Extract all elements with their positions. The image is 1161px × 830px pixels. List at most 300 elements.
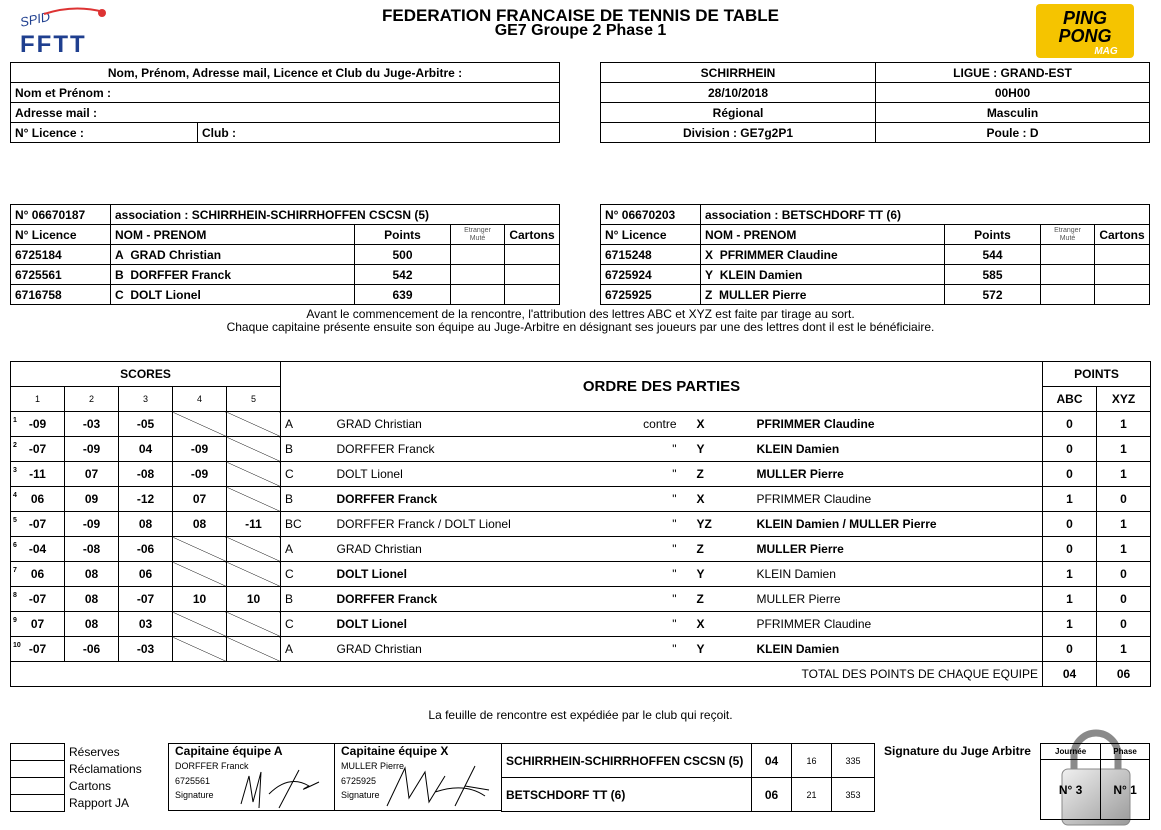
player-b: MULLER Pierre [753,587,1030,612]
draw-note [0,308,1161,334]
letter-b: YZ [693,512,753,537]
game-number: 5 [13,517,17,524]
set-score: 04 [119,437,173,462]
player-points: 585 [945,265,1041,285]
spacer [1030,462,1043,487]
order-header: ORDRE DES PARTIES [281,362,1043,412]
set-score [11,562,65,587]
result-b-sets: 21 [792,778,832,812]
judge-table [10,62,560,143]
player-cards [1095,245,1150,265]
set-score: -09 [65,437,119,462]
set-score: 08 [65,612,119,637]
team-b-association: association : BETSCHDORF TT (6) [701,205,1150,225]
player-licence: 6716758 [11,285,111,305]
letter-a: C [281,612,333,637]
captain-a-licence: 6725561 [175,776,211,786]
points-abc: 0 [1043,537,1097,562]
foreign-label: Etranger [464,226,491,234]
player-a: DORFFER Franck [333,487,633,512]
points-header: Points [355,225,451,245]
letter-a: A [281,637,333,662]
letter-b: Y [693,437,753,462]
player-foreign [1041,265,1095,285]
set-score [11,612,65,637]
set-number: 5 [227,387,281,412]
match-division: Division : GE7g2P1 [601,123,876,143]
judge-heading: Nom, Prénom, Adresse mail, Licence et Club du Juge-Arbitre : [11,63,560,83]
versus: " [633,487,693,512]
team-b-number: N° 06670203 [601,205,701,225]
player-name [111,285,355,305]
set-score: -12 [119,487,173,512]
player-name [701,285,945,305]
table-row [11,537,1151,562]
points-abc: 0 [1043,437,1097,462]
points-xyz: 1 [1097,537,1151,562]
set-score: -07 [119,587,173,612]
game-number: 7 [13,567,17,574]
player-foreign [451,285,505,305]
set-score: -03 [65,412,119,437]
set-score-value: -11 [29,467,46,481]
player-a: GRAD Christian [333,537,633,562]
match-time: 00H00 [876,83,1150,103]
player-a: DORFFER Franck / DOLT Lionel [333,512,633,537]
player-name [701,265,945,285]
player-cards [505,265,560,285]
captain-a-signature [239,764,329,810]
result-table [501,743,875,812]
set-score-value: -07 [28,517,47,531]
phase-label: Phase [1101,744,1150,760]
set-score: -05 [119,412,173,437]
match-level: Régional [601,103,876,123]
day-phase-table [1040,743,1150,820]
league: LIGUE : GRAND-EST [876,63,1150,83]
result-a-balls: 335 [832,744,875,778]
draw-note-line1: Avant le commencement de la rencontre, l'attribution des lettres ABC et XYZ est faite par tirage au sort. [306,307,855,321]
points-abc: 1 [1043,612,1097,637]
table-row [11,612,1151,637]
set-score-value: -07 [28,592,47,606]
player-b: PFRIMMER Claudine [753,612,1030,637]
spacer [1030,487,1043,512]
set-score: 08 [65,587,119,612]
report-box[interactable] [11,795,65,812]
set-score [11,512,65,537]
set-number: 4 [173,387,227,412]
table-row [11,587,1151,612]
result-team-b: BETSCHDORF TT (6) [502,778,752,812]
player-fullname: KLEIN Damien [719,267,803,282]
game-number: 1 [13,417,17,424]
player-a: GRAD Christian [333,637,633,662]
player-licence: 6725184 [11,245,111,265]
set-score: -09 [65,512,119,537]
set-score: -09 [173,437,227,462]
name-header: NOM - PRENOM [701,225,945,245]
result-a-points: 04 [752,744,792,778]
team-a-association: association : SCHIRRHEIN-SCHIRRHOFFEN CSCSN (5) [111,205,560,225]
player-cards [1095,265,1150,285]
points-abc: 1 [1043,587,1097,612]
transferred-label: Muté [1059,234,1076,242]
points-header: POINTS [1043,362,1151,387]
letter-b: Y [693,562,753,587]
player-name [111,245,355,265]
set-score [173,637,227,662]
table-row [601,245,1150,265]
result-b-balls: 353 [832,778,875,812]
set-score: -03 [119,637,173,662]
draw-note-line2: Chaque capitaine présente ensuite son équipe au Juge-Arbitre en désignant ses joueurs par une des lettres dont il est le bénéficiaire. [226,320,935,334]
name-header: NOM - PRENOM [111,225,355,245]
set-score-value: -04 [28,542,47,556]
points-header: Points [945,225,1041,245]
set-score [11,462,65,487]
fftt-text: FFTT [20,31,87,56]
set-score: -08 [65,537,119,562]
player-a: DORFFER Franck [333,437,633,462]
table-row [11,512,1151,537]
captains-box [168,743,502,811]
player-points: 500 [355,245,451,265]
team-b-table [600,204,1150,305]
table-row [11,437,1151,462]
day-label: Journée [1041,744,1101,760]
set-score [227,487,281,512]
letter-a: BC [281,512,333,537]
cards-label: Cartons [69,779,112,793]
player-b: KLEIN Damien [753,437,1030,462]
points-xyz: 0 [1097,562,1151,587]
set-score: 10 [173,587,227,612]
licence-header: N° Licence [601,225,701,245]
letter-b: Y [693,637,753,662]
logo-mag: MAG [1094,46,1118,57]
foreign-header [451,225,505,245]
captain-a [169,744,335,810]
versus: " [633,637,693,662]
table-row [601,285,1150,305]
scores-header: SCORES [11,362,281,387]
match-date: 28/10/2018 [601,83,876,103]
letter-a: A [281,412,333,437]
logo-ping: PING [1062,8,1108,28]
captain-x-name: MULLER Pierre [341,761,405,771]
set-score: 03 [119,612,173,637]
set-score [227,637,281,662]
day-phase-box [1040,743,1150,819]
logo-pong: PONG [1058,26,1112,46]
set-score: -06 [65,637,119,662]
judge-club-label: Club : [198,123,560,143]
spacer [1030,587,1043,612]
player-b: KLEIN Damien [753,637,1030,662]
points-xyz: 1 [1097,462,1151,487]
venue: SCHIRRHEIN [601,63,876,83]
day-value: N° 3 [1041,760,1101,820]
points-xyz: 0 [1097,612,1151,637]
player-licence: 6725561 [11,265,111,285]
player-cards [1095,285,1150,305]
set-score [11,437,65,462]
versus: " [633,537,693,562]
team-a-table [10,204,560,305]
letter-b: X [693,487,753,512]
player-b: KLEIN Damien / MULLER Pierre [753,512,1030,537]
table-row [11,487,1151,512]
federation-title: FEDERATION FRANCAISE DE TENNIS DE TABLE [382,6,779,25]
letter-a: C [281,462,333,487]
player-points: 542 [355,265,451,285]
points-abc: 1 [1043,487,1097,512]
points-xyz: 1 [1097,412,1151,437]
player-letter: Y [705,267,714,282]
points-abc: 0 [1043,512,1097,537]
player-name [701,245,945,265]
team-a-number: N° 06670187 [11,205,111,225]
set-score-value: 06 [30,492,45,506]
letter-b: X [693,612,753,637]
versus: " [633,437,693,462]
player-a: DOLT Lionel [333,612,633,637]
set-score: 08 [173,512,227,537]
letter-b: Z [693,462,753,487]
report-label: Rapport JA [69,796,130,810]
player-a: DORFFER Franck [333,587,633,612]
set-score [173,537,227,562]
player-points: 572 [945,285,1041,305]
match-gender: Masculin [876,103,1150,123]
points-xyz: 0 [1097,487,1151,512]
set-score: -11 [227,512,281,537]
player-points: 544 [945,245,1041,265]
table-row [11,265,560,285]
game-number: 4 [13,492,17,499]
set-score: -06 [119,537,173,562]
set-score: 10 [227,587,281,612]
player-fullname: DORFFER Franck [130,267,232,282]
points-xyz: 1 [1097,512,1151,537]
table-row [11,562,1151,587]
cards-box[interactable] [11,778,65,795]
points-abc: 0 [1043,412,1097,437]
versus: " [633,512,693,537]
player-b: PFRIMMER Claudine [753,412,1030,437]
game-number: 6 [13,542,17,549]
set-score [173,612,227,637]
player-letter: Z [705,287,713,302]
captain-a-label: Capitaine équipe A [175,744,283,758]
points-abc: 0 [1043,462,1097,487]
claims-box[interactable] [11,761,65,778]
result-team-a: SCHIRRHEIN-SCHIRRHOFFEN CSCSN (5) [502,744,752,778]
set-score [227,537,281,562]
competition-title: GE7 Groupe 2 Phase 1 [494,22,667,39]
set-number: 3 [119,387,173,412]
spacer [1030,537,1043,562]
cards-header: Cartons [505,225,560,245]
set-score [11,587,65,612]
letter-b: Z [693,537,753,562]
player-b: PFRIMMER Claudine [753,487,1030,512]
foreign-label: Etranger [1054,226,1081,234]
player-cards [505,245,560,265]
judge-licence-label: N° Licence : [11,123,198,143]
letter-b: Z [693,587,753,612]
table-row [11,637,1151,662]
set-score [227,437,281,462]
points-abc: 0 [1043,637,1097,662]
xyz-header: XYZ [1097,387,1151,412]
set-score-value: -07 [28,442,47,456]
set-score-value: 07 [30,617,45,631]
game-number: 2 [13,442,17,449]
claims-label: Réclamations [69,762,142,776]
judge-name-label: Nom et Prénom : [11,83,560,103]
set-score [11,637,65,662]
cards-header: Cartons [1095,225,1150,245]
footer-boxes [10,743,147,812]
set-score [227,612,281,637]
set-number: 1 [11,387,65,412]
reserves-label: Réserves [69,745,120,759]
sent-note: La feuille de rencontre est expédiée par le club qui reçoit. [428,708,733,722]
set-score [11,487,65,512]
table-row [601,265,1150,285]
player-fullname: GRAD Christian [130,247,222,262]
captain-x-label: Capitaine équipe X [341,744,449,758]
total-xyz: 06 [1097,662,1151,687]
spacer [1030,437,1043,462]
player-foreign [1041,285,1095,305]
spacer [1030,612,1043,637]
spacer [1030,512,1043,537]
letter-a: B [281,437,333,462]
player-foreign [451,245,505,265]
player-b: MULLER Pierre [753,462,1030,487]
game-number: 10 [13,642,21,649]
games-table [10,361,1151,687]
set-score: 07 [65,462,119,487]
set-score: 08 [119,512,173,537]
table-row [11,245,560,265]
player-letter: B [115,267,124,282]
letter-a: B [281,487,333,512]
set-score [11,537,65,562]
player-cards [505,285,560,305]
phase-value: N° 1 [1101,760,1150,820]
set-number: 2 [65,387,119,412]
set-score [173,562,227,587]
spid-text: SPID [18,8,52,30]
table-row [11,412,1151,437]
set-score-value: -07 [28,642,47,656]
points-xyz: 1 [1097,437,1151,462]
player-a: GRAD Christian [333,412,633,437]
licence-header: N° Licence [11,225,111,245]
abc-header: ABC [1043,387,1097,412]
captain-x [335,744,501,810]
table-row [11,285,560,305]
result-a-sets: 16 [792,744,832,778]
result-b-points: 06 [752,778,792,812]
player-fullname: PFRIMMER Claudine [719,247,838,262]
points-xyz: 0 [1097,587,1151,612]
player-points: 639 [355,285,451,305]
table-row [11,462,1151,487]
versus: " [633,587,693,612]
versus: " [633,562,693,587]
player-b: KLEIN Damien [753,562,1030,587]
player-foreign [451,265,505,285]
player-letter: A [115,247,124,262]
set-score [173,412,227,437]
set-score: 09 [65,487,119,512]
set-score: -09 [173,462,227,487]
versus: " [633,612,693,637]
set-score-value: -09 [28,417,47,431]
set-score [227,412,281,437]
judge-signature-label: Signature du Juge Arbitre [884,744,1031,758]
player-fullname: MULLER Pierre [719,287,807,302]
set-score: 06 [119,562,173,587]
versus: " [633,462,693,487]
versus: contre [633,412,693,437]
player-fullname: DOLT Lionel [130,287,201,302]
player-letter: C [115,287,124,302]
player-a: DOLT Lionel [333,562,633,587]
points-xyz: 1 [1097,637,1151,662]
captain-a-name: DORFFER Franck [175,761,249,771]
player-licence: 6725924 [601,265,701,285]
set-score: 07 [173,487,227,512]
captain-x-signature [385,762,495,810]
reserves-box[interactable] [11,744,65,761]
set-score [227,462,281,487]
set-score: -08 [119,462,173,487]
set-score [11,412,65,437]
transferred-label: Muté [469,234,486,242]
points-abc: 1 [1043,562,1097,587]
player-licence: 6725925 [601,285,701,305]
player-b: MULLER Pierre [753,537,1030,562]
match-pool: Poule : D [876,123,1150,143]
player-a: DOLT Lionel [333,462,633,487]
player-name [111,265,355,285]
captain-a-signature-label: Signature [175,790,214,800]
set-score-value: 06 [30,567,45,581]
player-letter: X [705,247,714,262]
total-label: TOTAL DES POINTS DE CHAQUE EQUIPE [11,662,1043,687]
spacer [1030,562,1043,587]
set-score [227,562,281,587]
captain-x-signature-label: Signature [341,790,380,800]
letter-a: C [281,562,333,587]
letter-b: X [693,412,753,437]
total-abc: 04 [1043,662,1097,687]
player-foreign [1041,245,1095,265]
letter-a: B [281,587,333,612]
letter-a: A [281,537,333,562]
player-licence: 6715248 [601,245,701,265]
game-number: 3 [13,467,17,474]
game-number: 9 [13,617,17,624]
game-number: 8 [13,592,17,599]
spacer [1030,412,1043,437]
